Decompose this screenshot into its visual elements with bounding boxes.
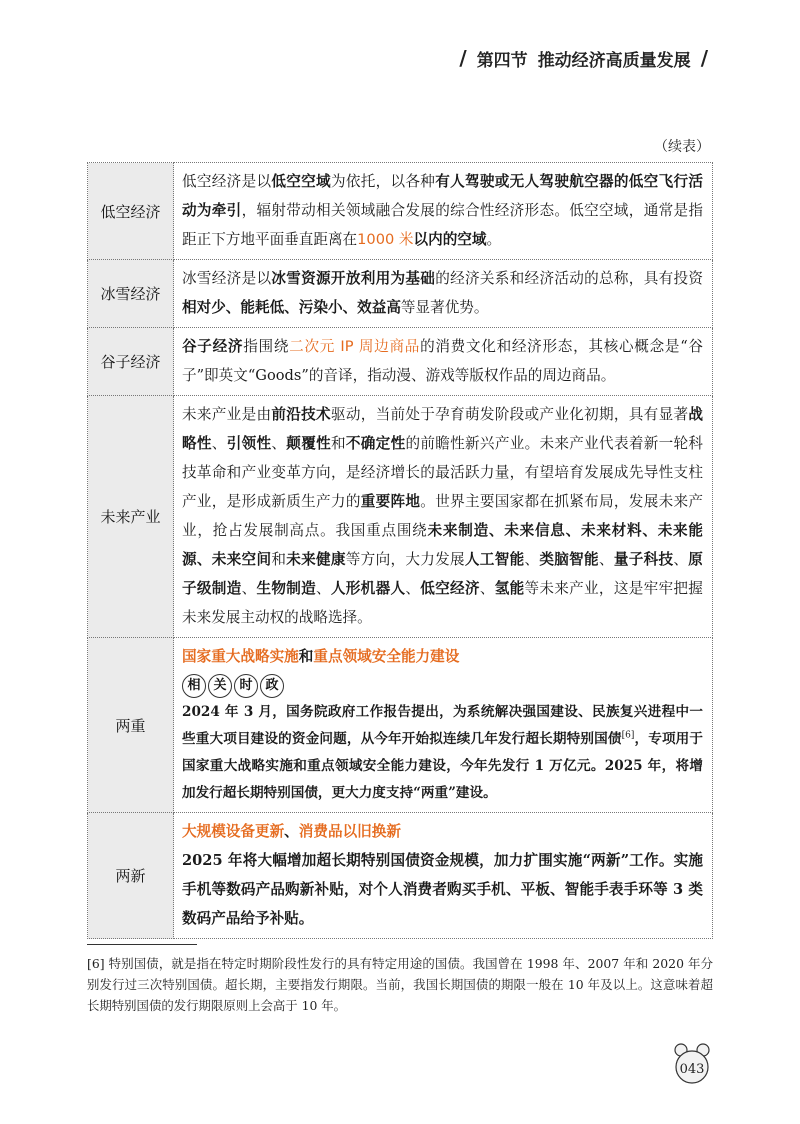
description-cell: 未来产业是由前沿技术驱动，当前处于孕育萌发阶段或产业化初期，具有显著战略性、引领性、颠覆性和不确定性的前瞻性新兴产业。未来产业代表着新一轮科技革命和产业变革方向，是经济增长的最活跃力量，有望培育发展成先导性支柱产业，是形成新质生产力的重要阵地。世界主要国家都在抓紧布局，发展未来产业，抢占发展制高点。我国重点围绕未来制造、未来信息、未来材料、未来能源、未来空间和未来健康等方向，大力发展人工智能、类脑智能、量子科技、原子级制造、生物制造、人形机器人、低空经济、氢能等未来产业，这是牢牢把握未来发展主动权的战略选择。	[174, 396, 713, 638]
row-heading: 国家重大战略实施和重点领域安全能力建设	[182, 648, 460, 665]
footnote: [6] 特别国债，就是指在特定时期阶段性发行的具有特定用途的国债。我国曾在 1998 年、2007 年和 2020 年分别发行过三次特别国债。超长期，主要指发行期限。当前，我国长期国债的期限一般在 10 年及以上。这意味着超长期特别国债的发行期限原则上会高于 10 年。	[87, 956, 713, 1013]
description-cell: 低空经济是以低空空域为依托，以各种有人驾驶或无人驾驶航空器的低空飞行活动为牵引，辐射带动相关领域融合发展的综合性经济形态。低空空域，通常是指距正下方地平面垂直距离在1000 米以内的空域。	[174, 163, 713, 260]
term-cell: 低空经济	[88, 163, 174, 260]
description-cell	[174, 638, 713, 813]
highlight: 二次元 IP 周边商品	[289, 338, 421, 355]
description-cell: 谷子经济指围绕二次元 IP 周边商品的消费文化和经济形态，其核心概念是“谷子”即英文“Goods”的音译，指动漫、游戏等版权作品的周边商品。	[174, 328, 713, 396]
table-row	[88, 813, 713, 939]
table-row	[88, 638, 713, 813]
footnote-rule	[87, 944, 197, 945]
header-section: 第四节	[476, 50, 528, 71]
term-cell: 两重	[88, 638, 174, 813]
header-slash-left: /	[459, 46, 467, 70]
page-number-badge	[674, 1040, 710, 1086]
terms-table	[87, 162, 713, 939]
description-cell: 冰雪经济是以冰雪资源开放利用为基础的经济关系和经济活动的总称，具有投资相对少、能耗低、污染小、效益高等显著优势。	[174, 260, 713, 328]
related-politics-tag: 相 关 时 政	[182, 674, 703, 698]
description-cell	[174, 813, 713, 939]
table-row	[88, 260, 713, 328]
highlight: 1000 米	[357, 231, 414, 248]
page-number: 043	[679, 1062, 705, 1077]
table-row	[88, 328, 713, 396]
row-body: 2025 年将大幅增加超长期特别国债资金规模，加力扩围实施“两新”工作。实施手机等数码产品购新补贴，对个人消费者购买手机、平板、智能手表手环等 3 类数码产品给予补贴。	[182, 852, 703, 927]
term-cell: 未来产业	[88, 396, 174, 638]
running-header	[459, 40, 708, 76]
table-row	[88, 396, 713, 638]
continued-label: （续表）	[654, 139, 710, 155]
policy-note: 2024 年 3 月，国务院政府工作报告提出，为系统解决强国建设、民族复兴进程中一些重大项目建设的资金问题，从今年开始拟连续几年发行超长期特别国债[6]，专项用于国家重大战略实施和重点领域安全能力建设，今年先发行 1 万亿元。2025 年，将增加发行超长期特别国债，更大力度支持“两重”建设。	[182, 704, 704, 801]
term-cell: 两新	[88, 813, 174, 939]
term-cell: 谷子经济	[88, 328, 174, 396]
row-heading: 大规模设备更新、消费品以旧换新	[182, 823, 401, 840]
header-slash-right: /	[700, 46, 708, 70]
table-row	[88, 163, 713, 260]
term-cell: 冰雪经济	[88, 260, 174, 328]
header-title: 推动经济高质量发展	[537, 50, 691, 71]
footnote-ref: [6]	[621, 730, 635, 741]
